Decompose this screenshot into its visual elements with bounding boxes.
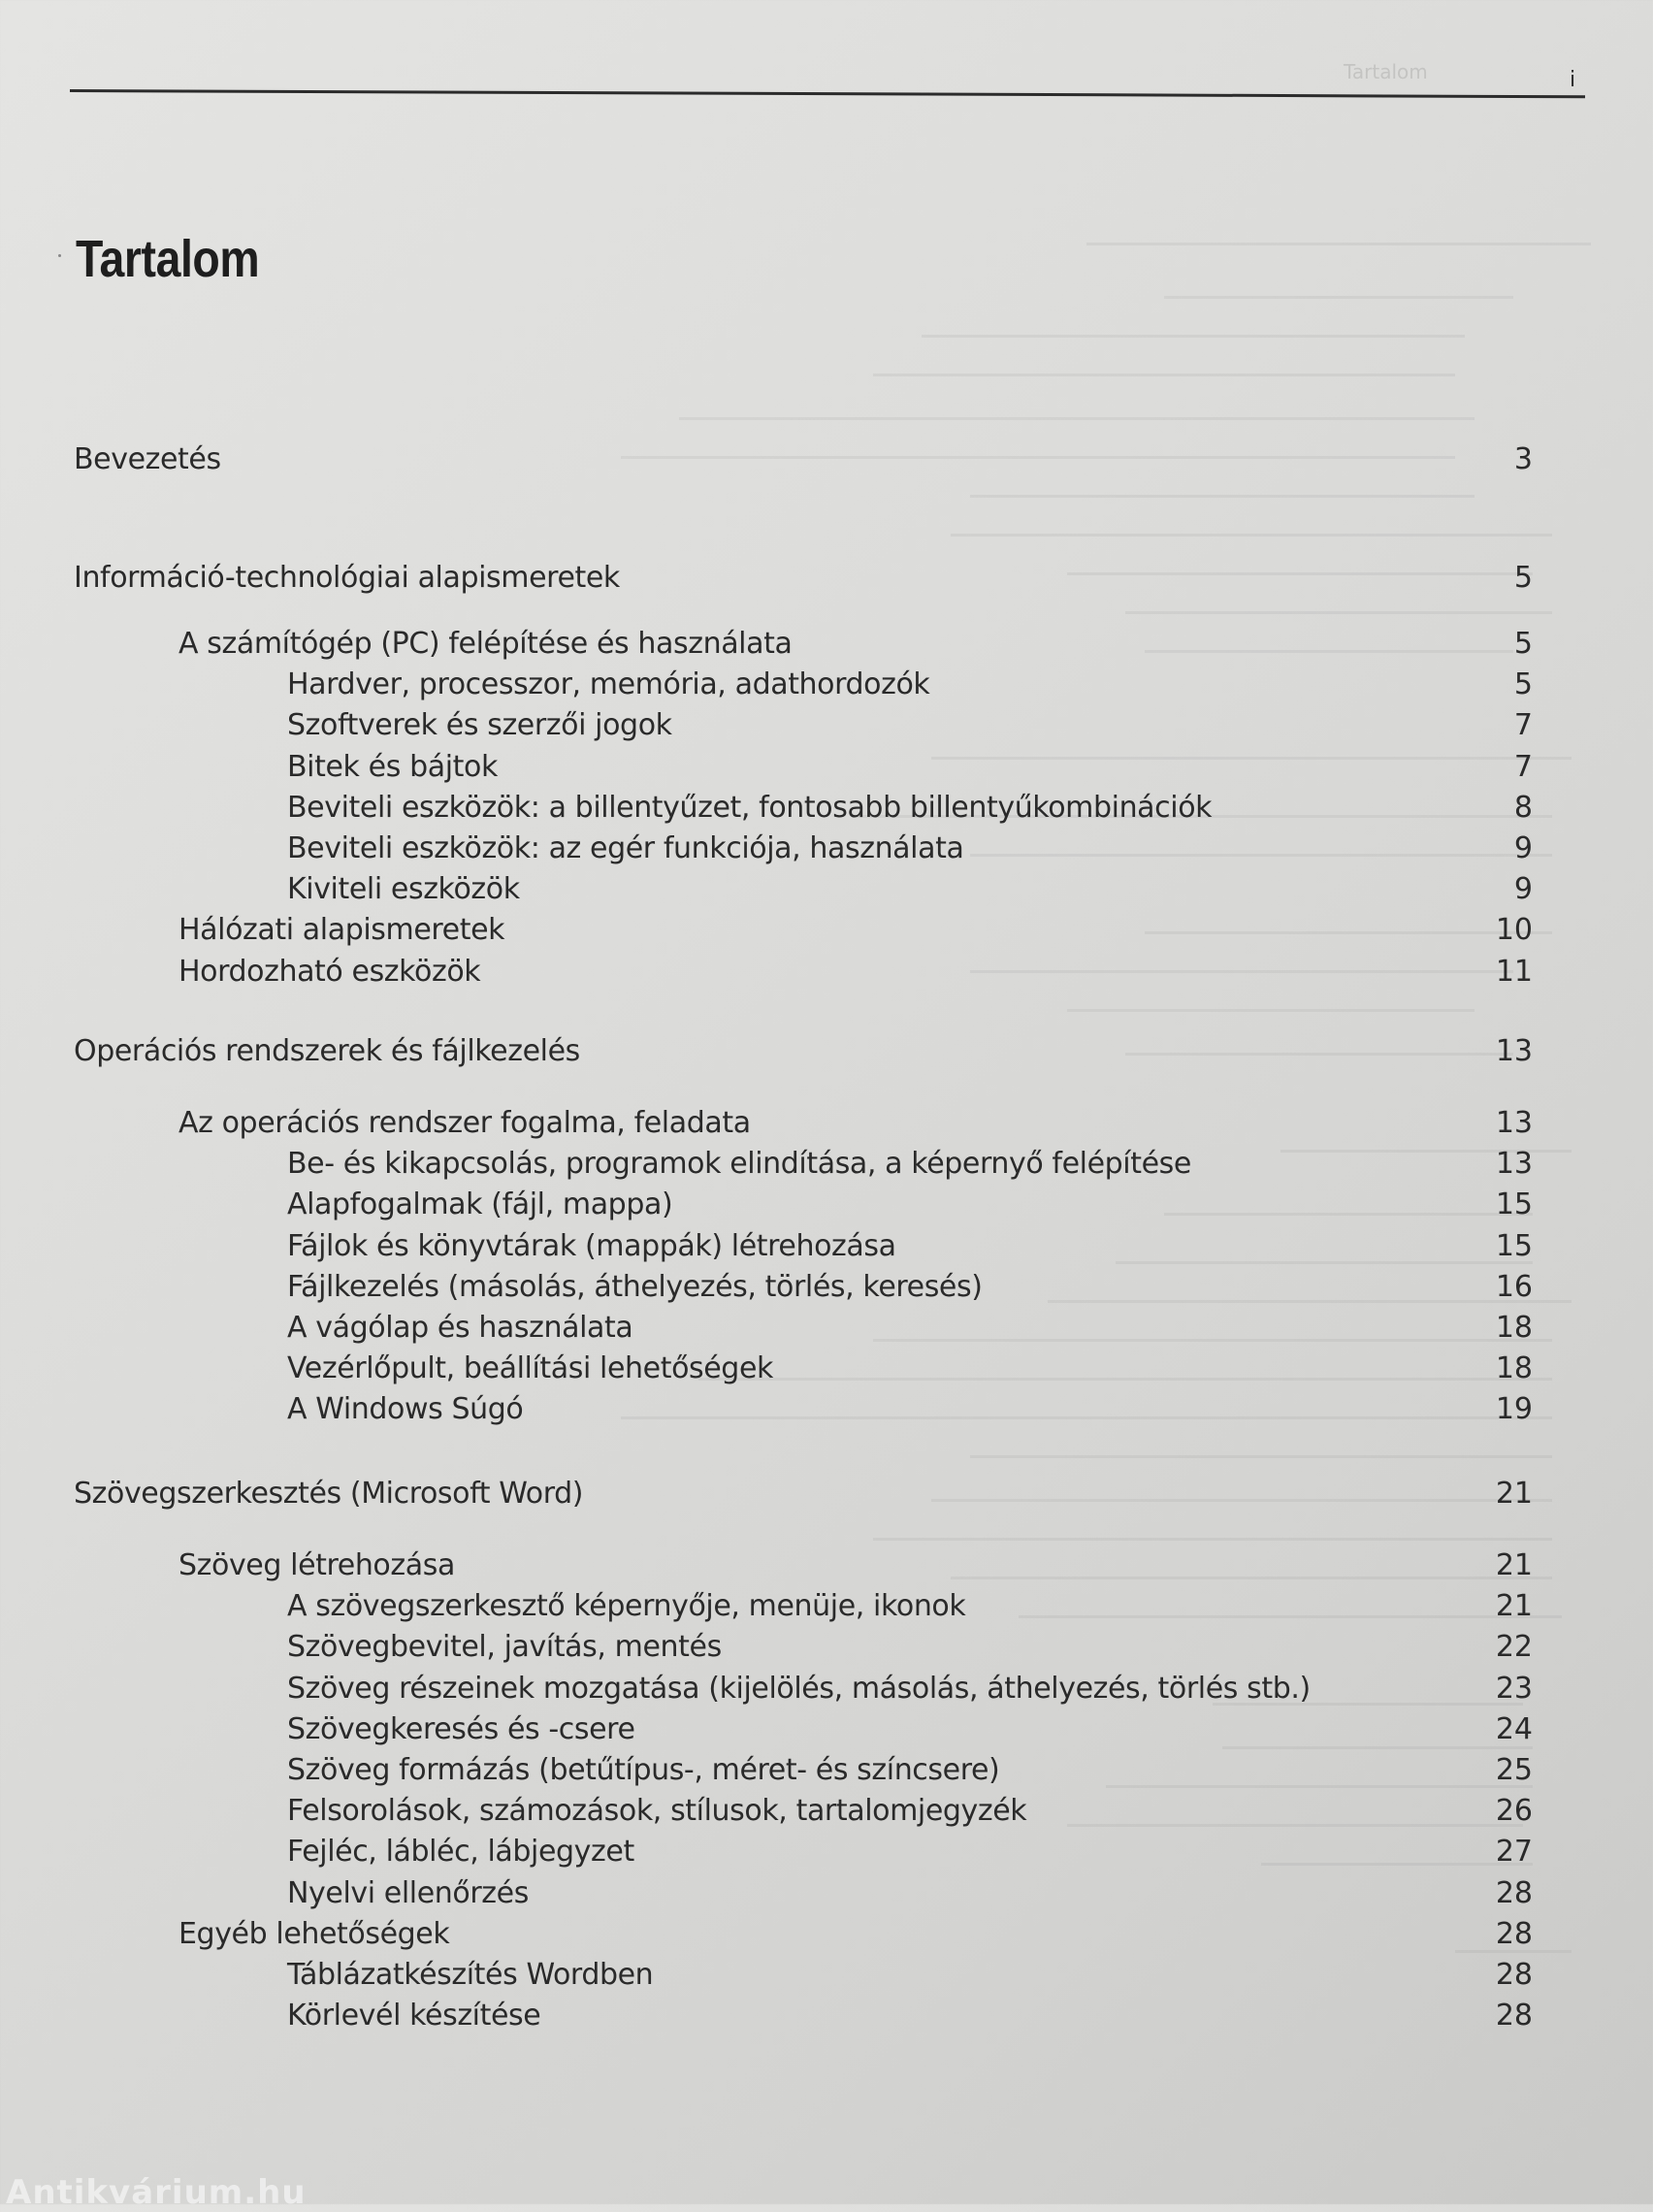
toc-entry (0, 831, 1653, 870)
toc-page-number: 11 (1495, 954, 1533, 989)
toc-page-number: 5 (1513, 667, 1533, 702)
toc-entry (0, 1630, 1653, 1669)
toc-entry-title: Hordozható eszközök (178, 954, 481, 989)
toc-page-number: 15 (1495, 1187, 1533, 1222)
toc-page-number: 13 (1495, 1106, 1533, 1140)
toc-entry-title: A számítógép (PC) felépítése és használata (178, 627, 793, 661)
toc-entry-title: A szövegszerkesztő képernyője, menüje, ikonok (287, 1589, 966, 1624)
toc-entry-title: Szövegszerkesztés (Microsoft Word) (74, 1477, 584, 1511)
toc-entry-title: Nyelvi ellenőrzés (287, 1875, 529, 1910)
toc-page-number: 5 (1513, 561, 1533, 595)
toc-entry-title: Információ-technológiai alapismeretek (74, 561, 620, 595)
toc-entry-title: Szövegbevitel, javítás, mentés (287, 1630, 722, 1665)
toc-page-number: 16 (1495, 1269, 1533, 1304)
toc-entry (0, 872, 1653, 911)
toc-entry (0, 1392, 1653, 1431)
toc-page-number: 3 (1513, 442, 1533, 476)
toc-page-number: 9 (1513, 831, 1533, 865)
toc-entry (0, 1917, 1653, 1956)
toc-entry-title: Körlevél készítése (287, 1999, 541, 2033)
toc-page-number: 18 (1495, 1351, 1533, 1386)
toc-entry-title: Alapfogalmak (fájl, mappa) (287, 1187, 673, 1222)
toc-page-number: 25 (1495, 1753, 1533, 1787)
toc-entry-title: Szöveg létrehozása (178, 1548, 455, 1582)
toc-entry (0, 1589, 1653, 1628)
toc-entry-title: Beviteli eszközök: az egér funkciója, használata (287, 831, 964, 865)
toc-entry (0, 1753, 1653, 1792)
toc-entry (0, 1351, 1653, 1390)
running-header: Tartalom (1344, 60, 1428, 83)
toc-entry-title: Operációs rendszerek és fájlkezelés (74, 1034, 580, 1068)
watermark: Antikvárium.hu (6, 2173, 307, 2212)
toc-entry (0, 1229, 1653, 1268)
toc-page-number: 27 (1495, 1835, 1533, 1870)
toc-page-number: 9 (1513, 872, 1533, 907)
toc-entry-title: Fájlok és könyvtárak (mappák) létrehozása (287, 1228, 896, 1263)
toc-section (0, 442, 1653, 481)
toc-entry-title: Az operációs rendszer fogalma, feladata (178, 1106, 751, 1140)
toc-entry (0, 1876, 1653, 1915)
toc-entry (0, 667, 1653, 706)
page-number: i (1570, 68, 1576, 92)
toc-entry (0, 627, 1653, 666)
toc-entry (0, 955, 1653, 993)
toc-entry (0, 1311, 1653, 1350)
toc-section (0, 1034, 1653, 1073)
toc-entry-title: A Windows Súgó (287, 1392, 524, 1427)
toc-entry-title: Be- és kikapcsolás, programok elindítása, a képernyő felépítése (287, 1147, 1191, 1182)
toc-entry (0, 913, 1653, 952)
toc-entry-title: A vágólap és használata (287, 1311, 633, 1345)
toc-entry (0, 1794, 1653, 1833)
toc-page-number: 15 (1495, 1228, 1533, 1263)
toc-page-number: 8 (1513, 790, 1533, 825)
toc-section (0, 561, 1653, 600)
toc-entry (0, 1712, 1653, 1751)
toc-entry-title: Szöveg formázás (betűtípus-, méret- és színcsere) (287, 1753, 1000, 1787)
toc-entry-title: Bevezetés (74, 442, 221, 476)
toc-page-number: 5 (1513, 627, 1533, 661)
toc-page-number: 28 (1495, 1916, 1533, 1951)
toc-page-number: 13 (1495, 1034, 1533, 1068)
toc-entry-title: Fájlkezelés (másolás, áthelyezés, törlés, keresés) (287, 1269, 983, 1304)
toc-entry (0, 1958, 1653, 1997)
toc-entry-title: Felsorolások, számozások, stílusok, tartalomjegyzék (287, 1794, 1027, 1829)
toc-entry-title: Hálózati alapismeretek (178, 913, 505, 948)
toc-page-number: 7 (1513, 708, 1533, 743)
toc-entry (0, 1999, 1653, 2037)
toc-entry (0, 791, 1653, 830)
toc-page-number: 19 (1495, 1392, 1533, 1427)
toc-entry (0, 1835, 1653, 1873)
toc-page-number: 26 (1495, 1794, 1533, 1829)
toc-page-number: 21 (1495, 1477, 1533, 1511)
toc-entry (0, 1187, 1653, 1226)
toc-entry-title: Szövegkeresés és -csere (287, 1711, 635, 1746)
toc-entry-title: Beviteli eszközök: a billentyűzet, fontosabb billentyűkombinációk (287, 790, 1213, 825)
page-title: Tartalom (76, 230, 260, 288)
toc-page-number: 23 (1495, 1671, 1533, 1706)
toc-entry (0, 708, 1653, 747)
toc-entry-title: Szöveg részeinek mozgatása (kijelölés, másolás, áthelyezés, törlés stb.) (287, 1671, 1311, 1706)
toc-entry (0, 1548, 1653, 1587)
toc-page-number: 18 (1495, 1311, 1533, 1345)
toc-entry-title: Szoftverek és szerzői jogok (287, 708, 672, 743)
toc-entry (0, 750, 1653, 789)
toc-entry (0, 1147, 1653, 1186)
toc-section (0, 1477, 1653, 1515)
toc-page-number: 21 (1495, 1589, 1533, 1624)
toc-entry-title: Bitek és bájtok (287, 749, 498, 784)
toc-entry-title: Hardver, processzor, memória, adathordozók (287, 667, 930, 702)
toc-entry-title: Fejléc, lábléc, lábjegyzet (287, 1835, 634, 1870)
toc-page-number: 28 (1495, 1999, 1533, 2033)
toc-page-number: 21 (1495, 1548, 1533, 1582)
toc-entry (0, 1106, 1653, 1145)
toc-entry (0, 1672, 1653, 1710)
toc-entry-title: Egyéb lehetőségek (178, 1916, 450, 1951)
toc-page-number: 10 (1495, 913, 1533, 948)
toc-page-number: 24 (1495, 1711, 1533, 1746)
toc-page-number: 28 (1495, 1875, 1533, 1910)
toc-entry-title: Táblázatkészítés Wordben (287, 1958, 654, 1992)
toc-entry (0, 1270, 1653, 1309)
toc-page-number: 28 (1495, 1958, 1533, 1992)
toc-entry-title: Vezérlőpult, beállítási lehetőségek (287, 1351, 773, 1386)
toc-page-number: 13 (1495, 1147, 1533, 1182)
toc-entry-title: Kiviteli eszközök (287, 872, 520, 907)
toc-page-number: 7 (1513, 749, 1533, 784)
toc-page-number: 22 (1495, 1630, 1533, 1665)
